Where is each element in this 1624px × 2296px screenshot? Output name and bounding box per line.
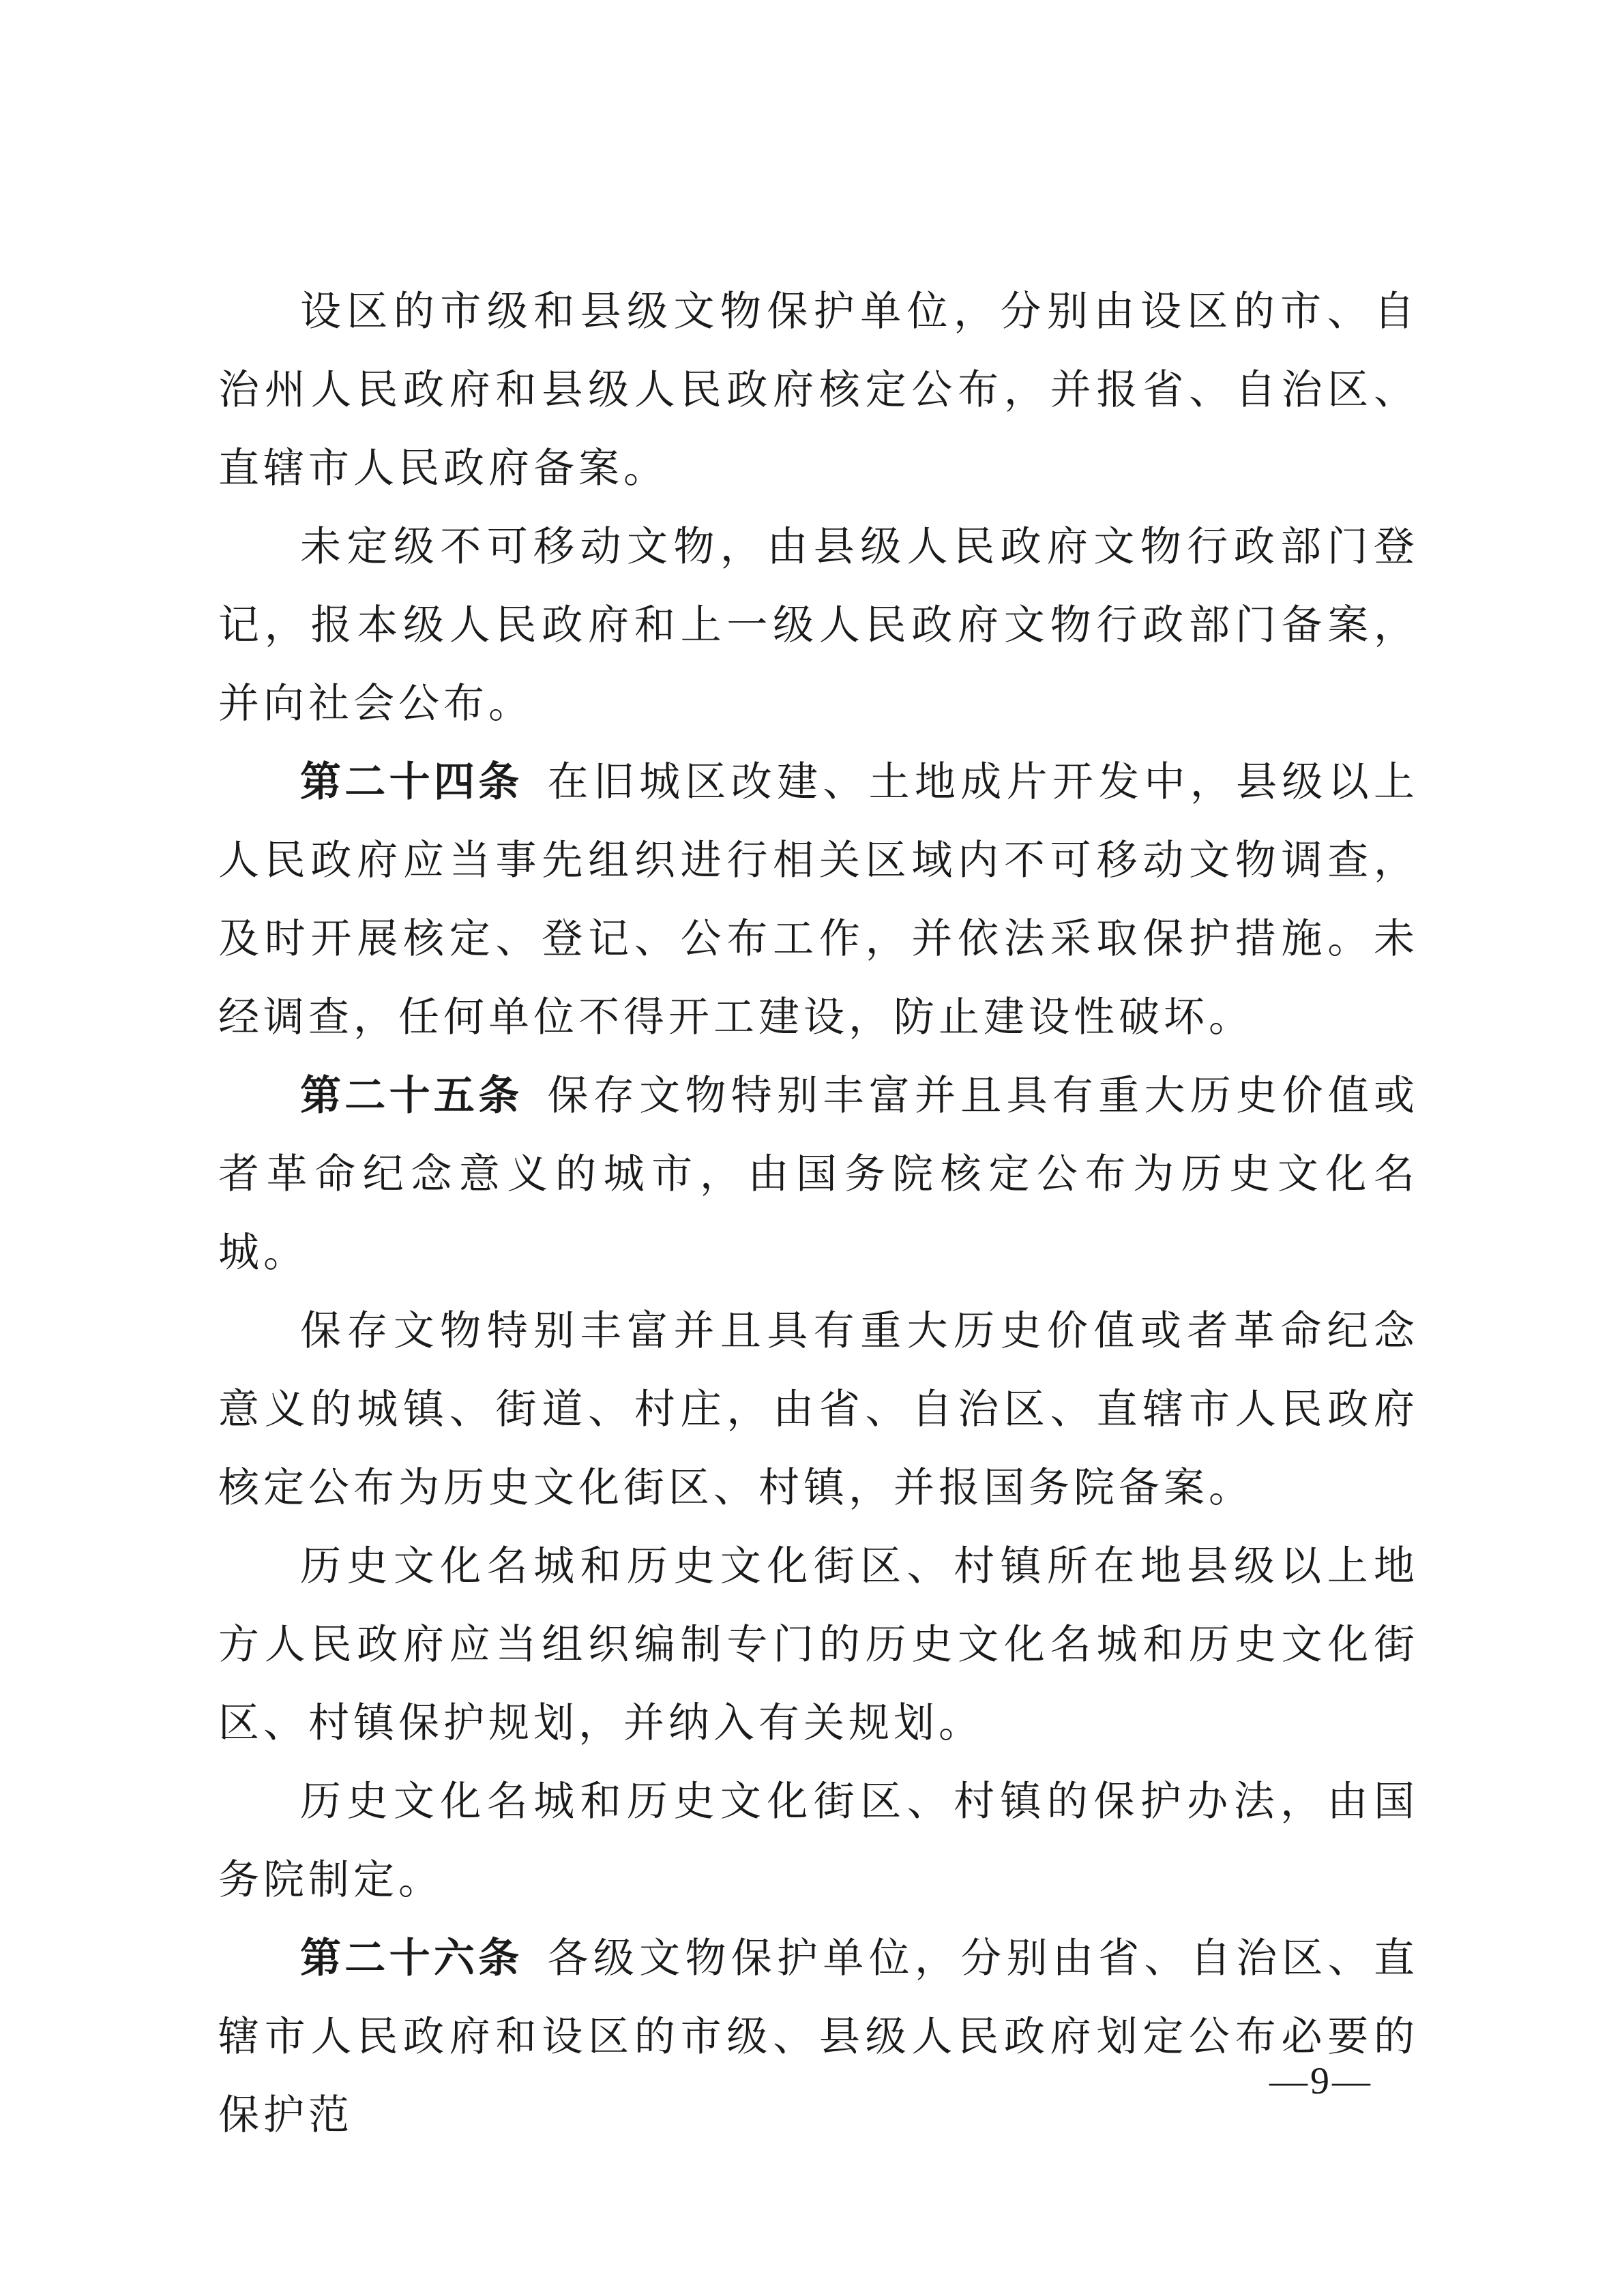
document-body bbox=[218, 273, 1419, 2155]
paragraph bbox=[218, 508, 1419, 743]
paragraph-text: 历史文化名城和历史文化街区、村镇的保护办法，由国务院制定。 bbox=[218, 1778, 1419, 1904]
paragraph bbox=[218, 273, 1419, 508]
article-number: 第二十六条 bbox=[300, 1935, 523, 1982]
page-number: —9— bbox=[1269, 2060, 1373, 2102]
paragraph-text: 各级文物保护单位，分别由省、自治区、直辖市人民政府和设区的市级、县级人民政府划定公布必要的保护范 bbox=[218, 1935, 1419, 2139]
article-24 bbox=[218, 743, 1419, 1057]
paragraph-text: 在旧城区改建、土地成片开发中，县级以上人民政府应当事先组织进行相关区域内不可移动文物调查，及时开展核定、登记、公布工作，并依法采取保护措施。未经调查，任何单位不得开工建设，防止建设性破坏。 bbox=[218, 758, 1419, 1041]
article-26 bbox=[218, 1920, 1419, 2155]
paragraph-text: 设区的市级和县级文物保护单位，分别由设区的市、自治州人民政府和县级人民政府核定公布，并报省、自治区、直辖市人民政府备案。 bbox=[218, 288, 1419, 492]
article-number: 第二十四条 bbox=[300, 758, 523, 806]
paragraph bbox=[218, 1527, 1419, 1763]
article-25 bbox=[218, 1057, 1419, 1292]
paragraph bbox=[218, 1292, 1419, 1527]
article-number: 第二十五条 bbox=[300, 1072, 523, 1120]
paragraph-text: 历史文化名城和历史文化街区、村镇所在地县级以上地方人民政府应当组织编制专门的历史文化名城和历史文化街区、村镇保护规划，并纳入有关规划。 bbox=[218, 1542, 1419, 1747]
paragraph-text: 保存文物特别丰富并且具有重大历史价值或者革命纪念意义的城市，由国务院核定公布为历史文化名城。 bbox=[218, 1072, 1419, 1277]
paragraph-text: 保存文物特别丰富并且具有重大历史价值或者革命纪念意义的城镇、街道、村庄，由省、自治区、直辖市人民政府核定公布为历史文化街区、村镇，并报国务院备案。 bbox=[218, 1307, 1419, 1512]
paragraph bbox=[218, 1763, 1419, 1920]
paragraph-text: 未定级不可移动文物，由县级人民政府文物行政部门登记，报本级人民政府和上一级人民政府文物行政部门备案，并向社会公布。 bbox=[218, 523, 1419, 728]
